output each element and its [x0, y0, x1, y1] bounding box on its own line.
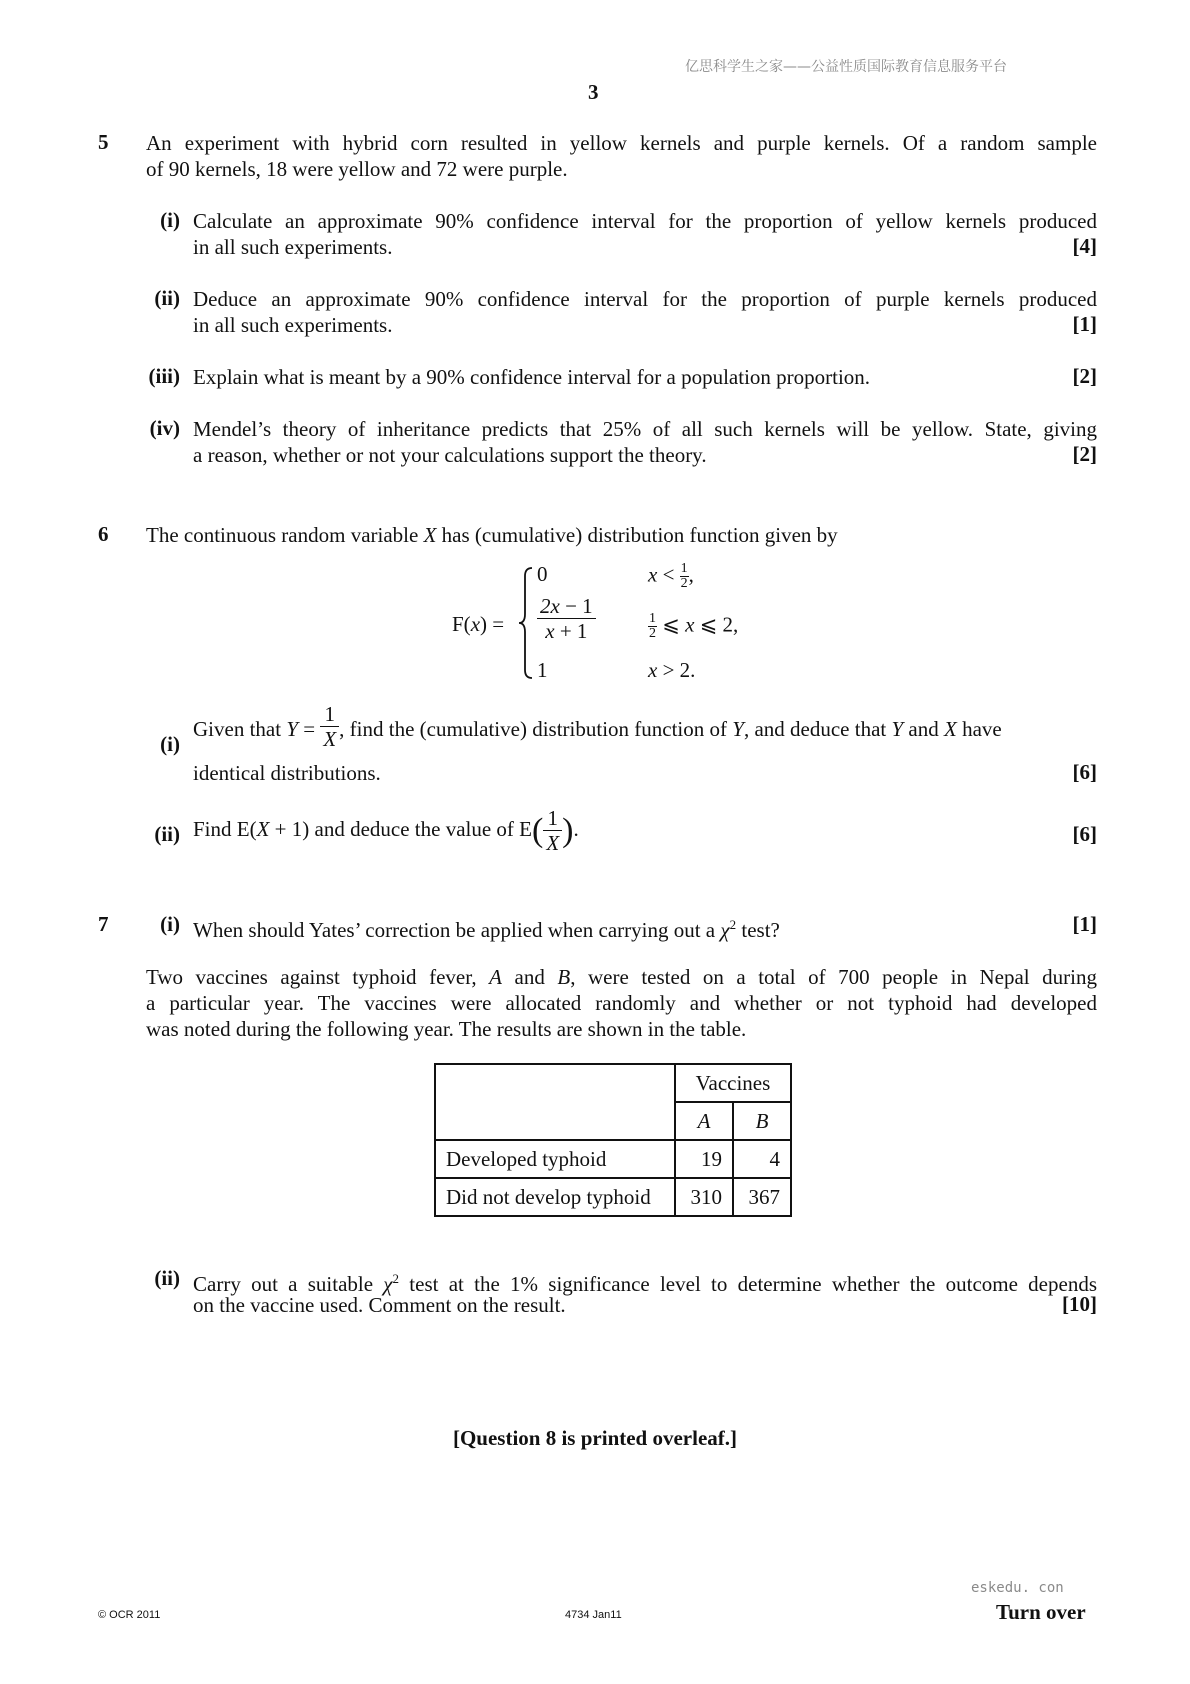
- case-value-2: 1: [537, 658, 548, 682]
- vaccine-results-table: [434, 1063, 792, 1217]
- function-label: F(x) =: [452, 612, 505, 636]
- part-text-b: test at the 1% significance level to determine whether the outcome depends: [399, 1272, 1097, 1296]
- marks: [6]: [1072, 760, 1097, 784]
- footer-site-watermark: eskedu. con: [971, 1580, 1064, 1596]
- part-text-line2: on the vaccine used. Comment on the result.: [193, 1293, 566, 1317]
- left-brace: [516, 566, 536, 680]
- part-text-line1: Given that Y = $\frac{1}{X}$ , find the (cumulative) distribution function of Y, and deduce that Y and X have: [193, 702, 1002, 751]
- chi-symbol: χ: [720, 918, 730, 942]
- q5-intro-line2: of 90 kernels, 18 were yellow and 72 were purple.: [146, 157, 568, 181]
- part-text-line2: in all such experiments.: [193, 235, 393, 259]
- question-number-7: 7: [98, 912, 109, 936]
- q6-intro: [146, 522, 838, 548]
- part-text-line1: Mendel’s theory of inheritance predicts that 25% of all such kernels will be yellow. State, giving: [193, 417, 1097, 441]
- q5-part-ii: [146, 286, 1097, 338]
- case-value-0: 0: [537, 562, 548, 586]
- cell-a: 310: [675, 1178, 733, 1216]
- marks: [2]: [1072, 442, 1097, 466]
- part-text-line1: Find E(X + 1) and deduce the value of E( $\frac{1}{X}$ ).: [193, 806, 579, 855]
- part-text: [193, 912, 780, 943]
- q6-intro-var: X: [423, 523, 437, 547]
- marks: [10]: [1062, 1292, 1097, 1316]
- q7-part-ii: [146, 1266, 1097, 1318]
- part-label: (ii): [154, 1266, 180, 1290]
- question-number-6: 6: [98, 522, 109, 546]
- part-text-line1: Deduce an approximate 90% confidence interval for the proportion of purple kernels produced: [193, 287, 1097, 311]
- footer-code: 4734 Jan11: [565, 1609, 622, 1621]
- part-text-a: Carry out a suitable: [193, 1272, 384, 1296]
- q6-part-ii: [146, 808, 1097, 858]
- table-col-header-b: B: [733, 1102, 791, 1140]
- cell-a: 19: [675, 1140, 733, 1178]
- q6-intro-a: The continuous random variable: [146, 523, 424, 547]
- table-row: [435, 1178, 791, 1216]
- q5-part-iii: [146, 364, 1097, 390]
- q5-part-i: [146, 208, 1097, 260]
- turn-over-label: Turn over: [996, 1600, 1086, 1624]
- marks: [1]: [1072, 912, 1097, 936]
- part-text-line2: identical distributions.: [193, 761, 381, 785]
- cell-b: 4: [733, 1140, 791, 1178]
- row-label: Developed typhoid: [435, 1140, 675, 1178]
- case-condition-2: x > 2.: [648, 658, 696, 682]
- question-number-5: 5: [98, 130, 109, 154]
- q5-part-iv: [146, 416, 1097, 468]
- case-fraction: $\frac{2x - 1}{x + 1}$: [537, 596, 596, 642]
- table-corner-cell: [435, 1064, 675, 1140]
- q5-intro-line1: An experiment with hybrid corn resulted in yellow kernels and purple kernels. Of a random sample: [146, 131, 1097, 155]
- part-text-line2: a reason, whether or not your calculations support the theory.: [193, 443, 707, 467]
- q7-part-i: [146, 912, 1097, 942]
- part-label: (i): [160, 912, 180, 936]
- part-label: (i): [160, 208, 180, 232]
- q7-para-line1: Two vaccines against typhoid fever, A and B, were tested on a total of 700 people in Nepal during: [146, 965, 1098, 989]
- page-number: 3: [588, 80, 599, 104]
- part-text-a: When should Yates’ correction be applied when carrying out a: [193, 918, 721, 942]
- table-row: [435, 1140, 791, 1178]
- part-label: (iv): [149, 416, 180, 440]
- part-label: (ii): [154, 286, 180, 310]
- part-text-b: test?: [736, 918, 780, 942]
- case-condition-0: x < $\frac{1}{2}$ ,: [648, 561, 694, 591]
- chi-superscript: 2: [729, 917, 737, 932]
- part-label: (ii): [154, 822, 180, 846]
- q7-para-line2: a particular year. The vaccines were allocated randomly and whether or not typhoid had developed: [146, 991, 1097, 1015]
- table-group-header: Vaccines: [675, 1064, 791, 1102]
- part-label: (i): [160, 732, 180, 756]
- part-text-line2: in all such experiments.: [193, 313, 393, 337]
- q6-intro-b: has (cumulative) distribution function given by: [436, 523, 838, 547]
- part-label: (iii): [148, 364, 180, 388]
- marks: [4]: [1072, 234, 1097, 258]
- part-text-line1: Calculate an approximate 90% confidence interval for the proportion of yellow kernels produced: [193, 209, 1097, 233]
- case-condition-1: $\frac{1}{2}$ ⩽ x ⩽ 2,: [649, 611, 739, 641]
- row-label: Did not develop typhoid: [435, 1178, 675, 1216]
- chi-superscript: 2: [392, 1271, 400, 1286]
- watermark-text: 亿思科学生之家——公益性质国际教育信息服务平台: [685, 59, 1007, 75]
- marks: [6]: [1072, 822, 1097, 846]
- q6-part-i: [146, 702, 1097, 785]
- chi-symbol: χ: [383, 1272, 393, 1296]
- marks: [2]: [1072, 364, 1097, 388]
- overleaf-note: [Question 8 is printed overleaf.]: [452, 1426, 738, 1450]
- marks: [1]: [1072, 312, 1097, 336]
- table-col-header-a: A: [675, 1102, 733, 1140]
- cell-b: 367: [733, 1178, 791, 1216]
- q7-para-line3: was noted during the following year. The results are shown in the table.: [146, 1017, 747, 1041]
- part-text-line1: Explain what is meant by a 90% confidence interval for a population proportion.: [193, 365, 871, 389]
- footer-copyright: © OCR 2011: [98, 1609, 161, 1621]
